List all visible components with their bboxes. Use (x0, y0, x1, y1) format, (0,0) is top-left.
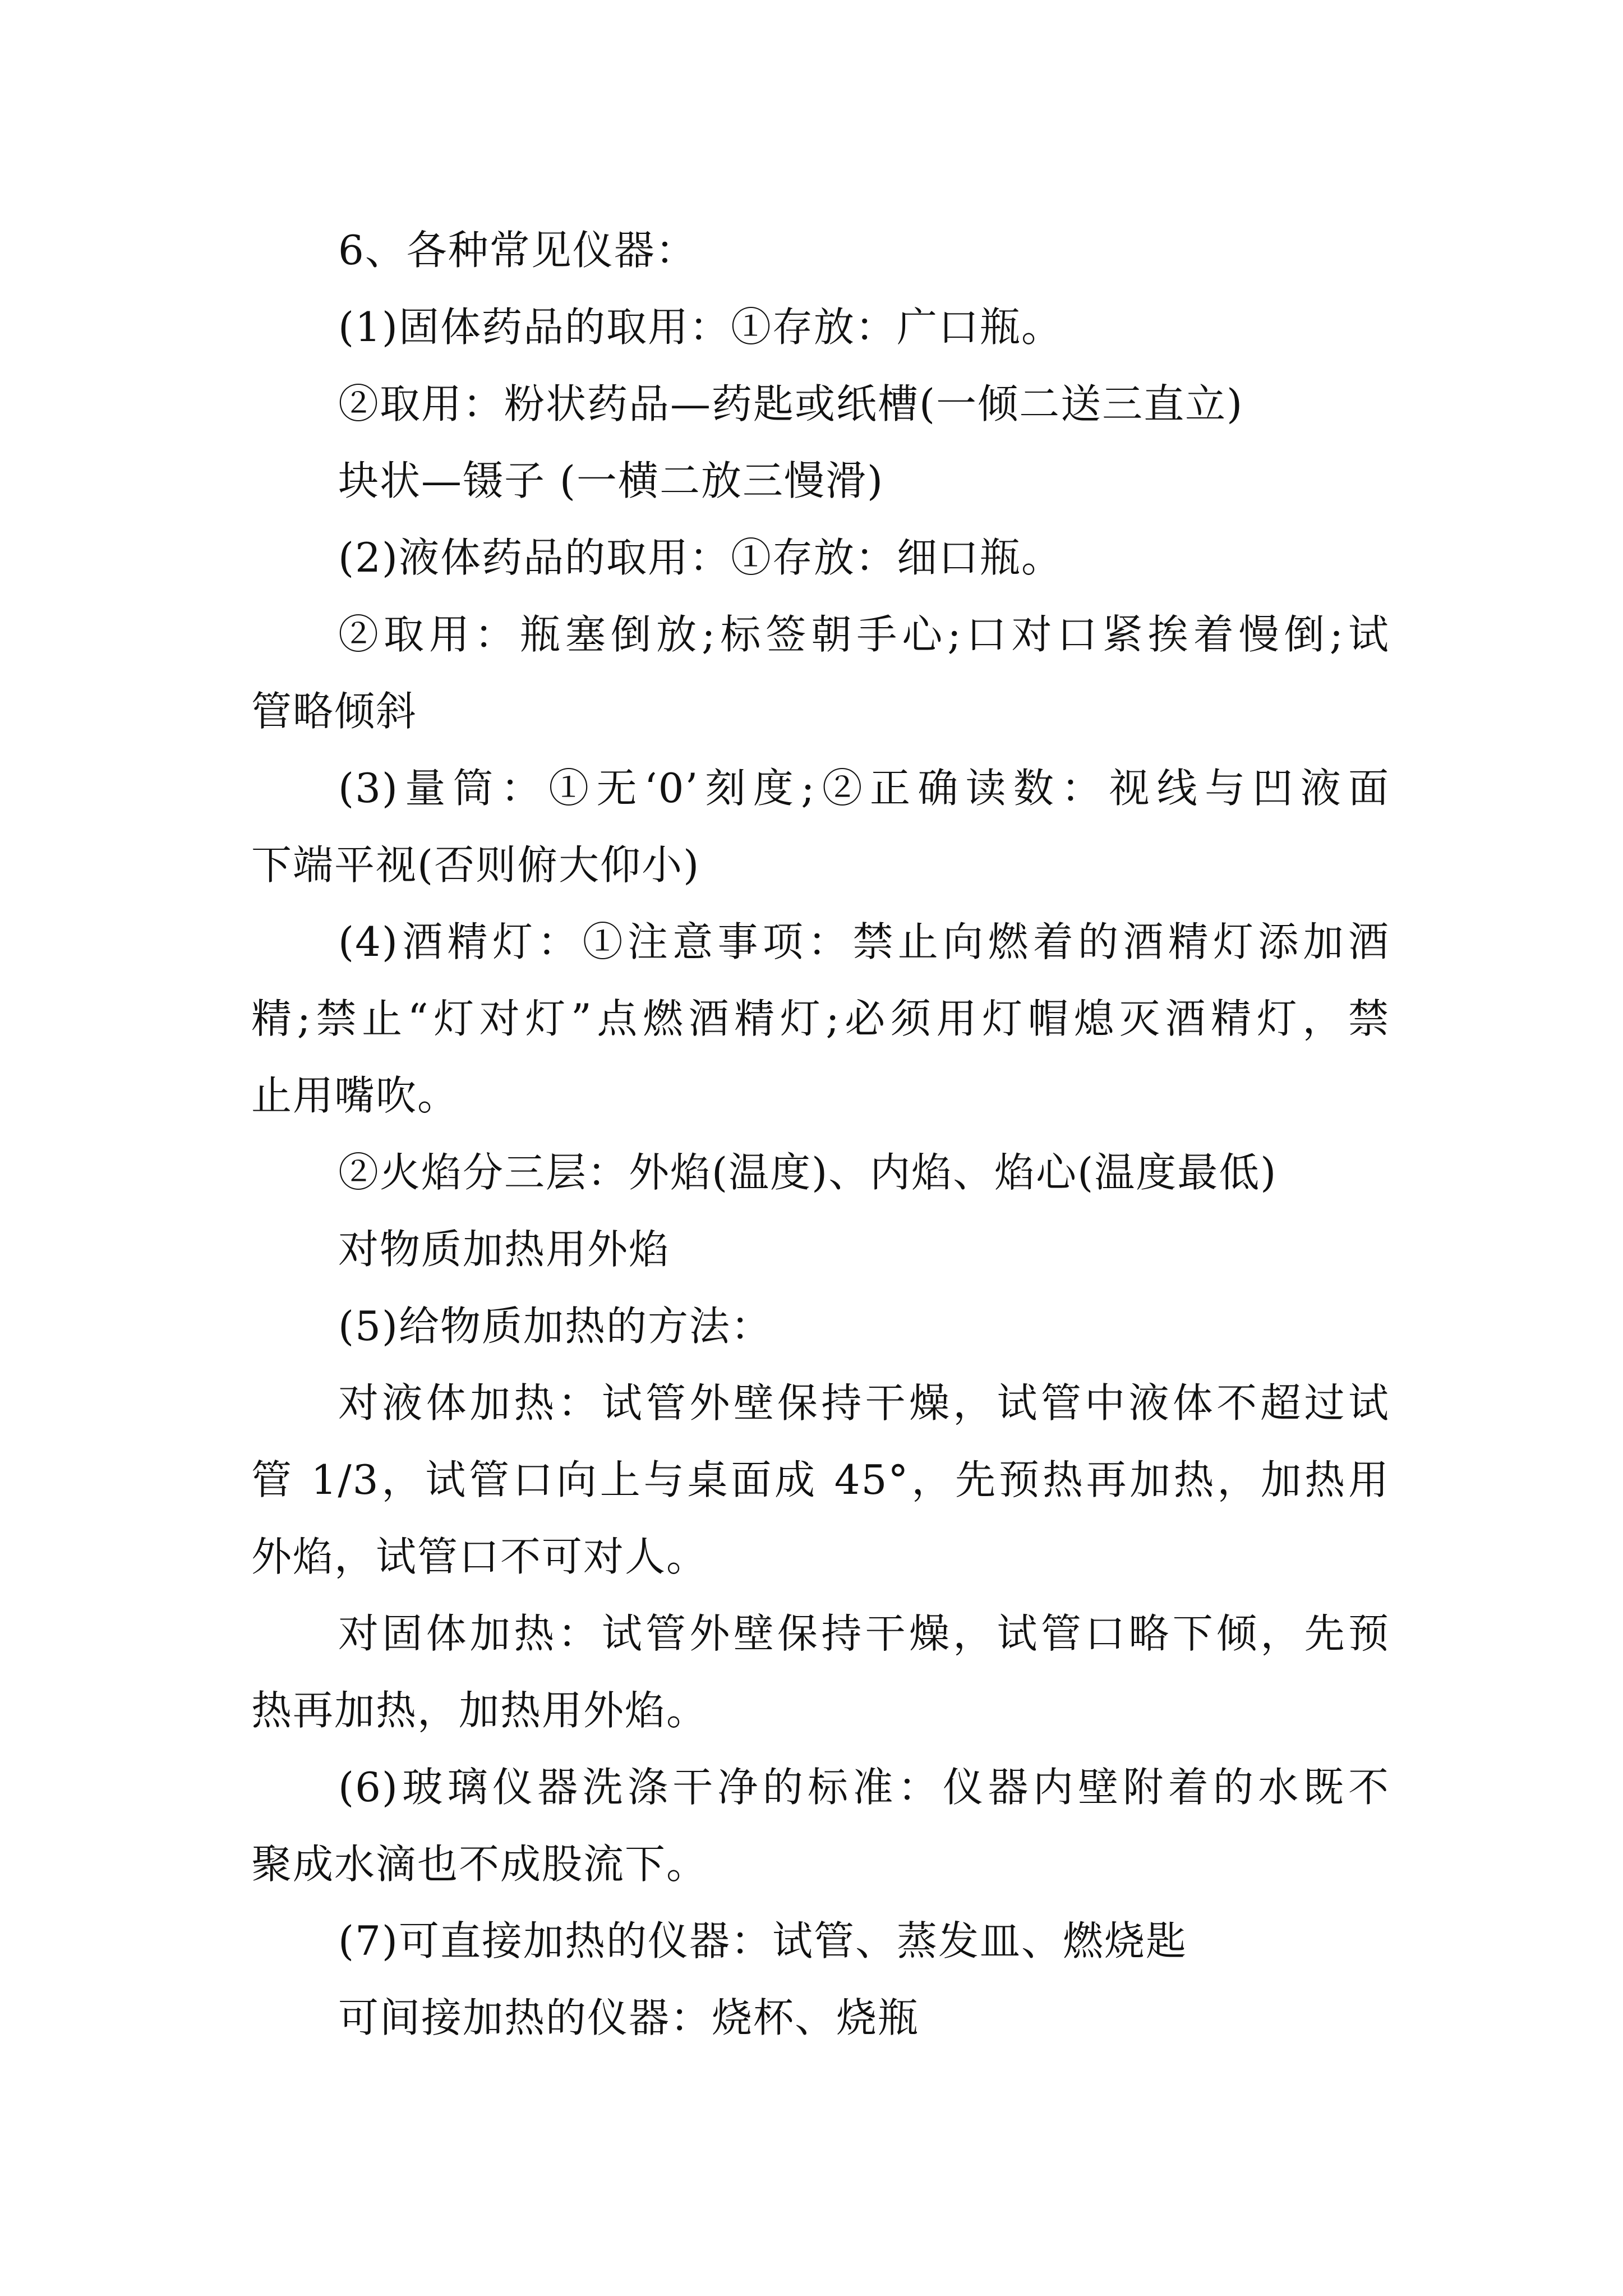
paragraph-line: 热再加热，加热用外焰。 (251, 1687, 708, 1734)
paragraph-line: 聚成水滴也不成股流下。 (251, 1841, 708, 1888)
paragraph-line: 精;禁止“灯对灯”点燃酒精灯;必须用灯帽熄灭酒精灯，禁 (251, 995, 1390, 1042)
paragraph-line: 可间接加热的仪器：烧杯、烧瓶 (338, 1994, 920, 2041)
paragraph-line: 对固体加热：试管外壁保持干燥，试管口略下倾，先预 (338, 1610, 1390, 1657)
paragraph-line: (2)液体药品的取用：①存放：细口瓶。 (338, 534, 1063, 581)
paragraph-line: 对物质加热用外焰 (338, 1226, 671, 1273)
paragraph-line: 下端平视(否则俯大仰小) (251, 841, 700, 889)
document-body (251, 212, 1390, 2056)
paragraph-line: ②取用：粉状药品—药匙或纸槽(一倾二送三直立) (338, 380, 1244, 427)
paragraph-line: 外焰，试管口不可对人。 (251, 1533, 708, 1580)
paragraph-line: 止用嘴吹。 (251, 1072, 459, 1119)
paragraph-line: 块状—镊子 (一横二放三慢滑) (338, 457, 884, 504)
paragraph-line: 管 1/3，试管口向上与桌面成 45°，先预热再加热，加热用 (251, 1456, 1390, 1503)
paragraph-line: (3)量筒：①无‘0’刻度;②正确读数：视线与凹液面 (338, 765, 1390, 812)
section-heading: 6、各种常见仪器： (338, 227, 697, 274)
paragraph-line: ②火焰分三层：外焰(温度)、内焰、焰心(温度最低) (338, 1149, 1278, 1196)
paragraph-line: ②取用：瓶塞倒放;标签朝手心;口对口紧挨着慢倒;试 (338, 611, 1390, 658)
paragraph-line: (5)给物质加热的方法： (338, 1303, 772, 1350)
paragraph-line: (1)固体药品的取用：①存放：广口瓶。 (338, 303, 1063, 351)
paragraph-line: (7)可直接加热的仪器：试管、蒸发皿、燃烧匙 (338, 1917, 1187, 1964)
paragraph-line: 对液体加热：试管外壁保持干燥，试管中液体不超过试 (338, 1379, 1390, 1427)
paragraph-line: (4)酒精灯：①注意事项：禁止向燃着的酒精灯添加酒 (338, 918, 1390, 965)
paragraph-line: 管略倾斜 (251, 688, 418, 735)
paragraph-line: (6)玻璃仪器洗涤干净的标准：仪器内壁附着的水既不 (338, 1764, 1390, 1811)
